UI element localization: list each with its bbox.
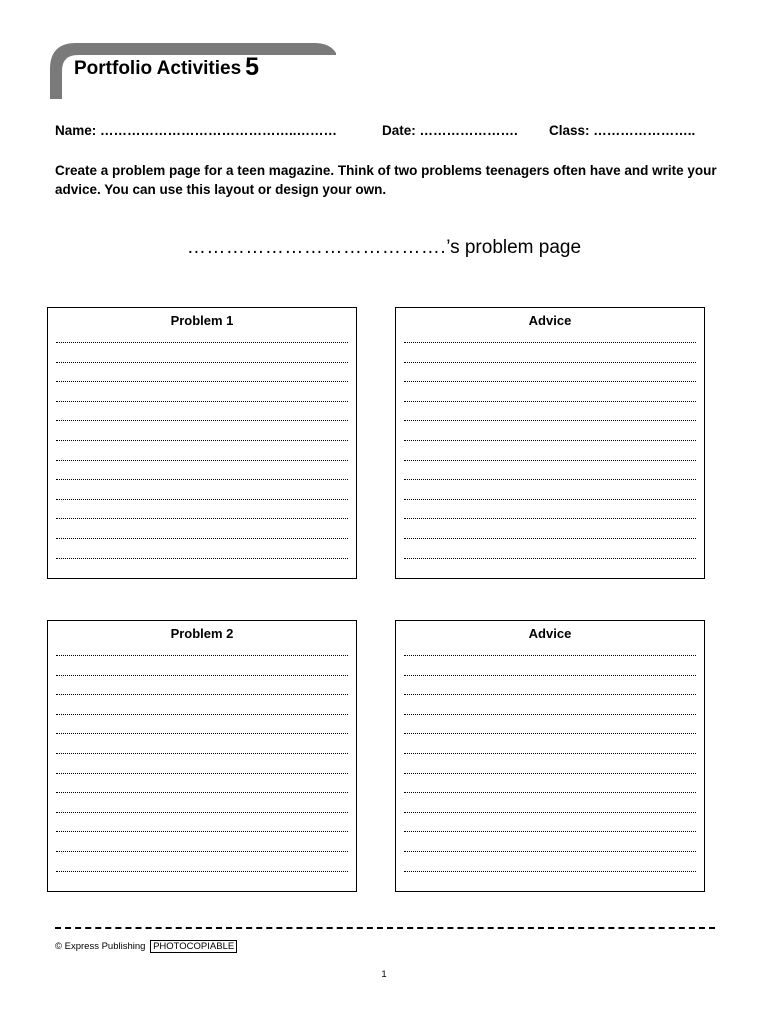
class-field: Class: ………………….. xyxy=(549,123,696,138)
title-blank: …………………………………. xyxy=(186,237,447,258)
writing-line xyxy=(404,539,696,559)
writing-line xyxy=(56,461,348,481)
writing-line xyxy=(404,695,696,715)
box-title: Problem 1 xyxy=(170,313,234,328)
writing-line xyxy=(404,774,696,794)
writing-line xyxy=(56,500,348,520)
writing-line xyxy=(56,676,348,696)
problem-1-box xyxy=(47,307,357,579)
problem-2-box xyxy=(47,620,357,892)
page-number: 1 xyxy=(381,969,387,980)
writing-line xyxy=(404,813,696,833)
footer xyxy=(55,941,237,952)
writing-lines xyxy=(404,342,696,559)
heading-number: 5 xyxy=(245,53,260,81)
writing-line xyxy=(404,363,696,383)
writing-line xyxy=(56,813,348,833)
writing-line xyxy=(56,656,348,676)
writing-line xyxy=(404,480,696,500)
writing-line xyxy=(404,343,696,363)
advice-2-box xyxy=(395,620,705,892)
writing-line xyxy=(404,656,696,676)
instructions-text: Create a problem page for a teen magazine. Think of two problems teenagers often have and write your advice. You can use this layout or design your own. xyxy=(55,163,717,197)
title-suffix: ’s problem page xyxy=(446,237,582,258)
writing-line xyxy=(56,519,348,539)
writing-line xyxy=(56,695,348,715)
problem-page-title xyxy=(0,237,768,259)
box-title: Advice xyxy=(528,313,572,328)
writing-line xyxy=(404,461,696,481)
writing-line xyxy=(56,852,348,872)
writing-line xyxy=(56,715,348,735)
writing-line xyxy=(56,734,348,754)
advice-1-box xyxy=(395,307,705,579)
writing-line xyxy=(56,441,348,461)
writing-line xyxy=(56,402,348,422)
writing-line xyxy=(404,421,696,441)
writing-line xyxy=(56,832,348,852)
writing-lines xyxy=(404,655,696,872)
writing-line xyxy=(404,402,696,422)
writing-line xyxy=(56,539,348,559)
writing-line xyxy=(404,754,696,774)
writing-line xyxy=(56,774,348,794)
writing-lines xyxy=(56,655,348,872)
writing-line xyxy=(56,480,348,500)
photocopiable-badge: PHOTOCOPIABLE xyxy=(150,940,237,953)
writing-lines xyxy=(56,342,348,559)
box-title: Advice xyxy=(528,626,572,641)
writing-line xyxy=(404,441,696,461)
writing-line xyxy=(404,852,696,872)
writing-line xyxy=(56,421,348,441)
writing-line xyxy=(56,754,348,774)
box-title: Problem 2 xyxy=(170,626,234,641)
date-field: Date: …………………. xyxy=(382,123,518,138)
heading-title: Portfolio Activities xyxy=(74,58,242,79)
cut-line-divider xyxy=(55,927,715,929)
writing-line xyxy=(404,734,696,754)
writing-line xyxy=(404,832,696,852)
writing-line xyxy=(404,676,696,696)
writing-line xyxy=(404,519,696,539)
writing-line xyxy=(56,363,348,383)
writing-line xyxy=(404,715,696,735)
writing-line xyxy=(404,793,696,813)
writing-line xyxy=(404,382,696,402)
page-heading xyxy=(74,52,259,81)
writing-line xyxy=(56,382,348,402)
name-field: Name: ……………………………………..……… xyxy=(55,123,338,138)
writing-line xyxy=(404,500,696,520)
writing-line xyxy=(56,343,348,363)
copyright-text: © Express Publishing xyxy=(55,941,146,952)
writing-line xyxy=(56,793,348,813)
